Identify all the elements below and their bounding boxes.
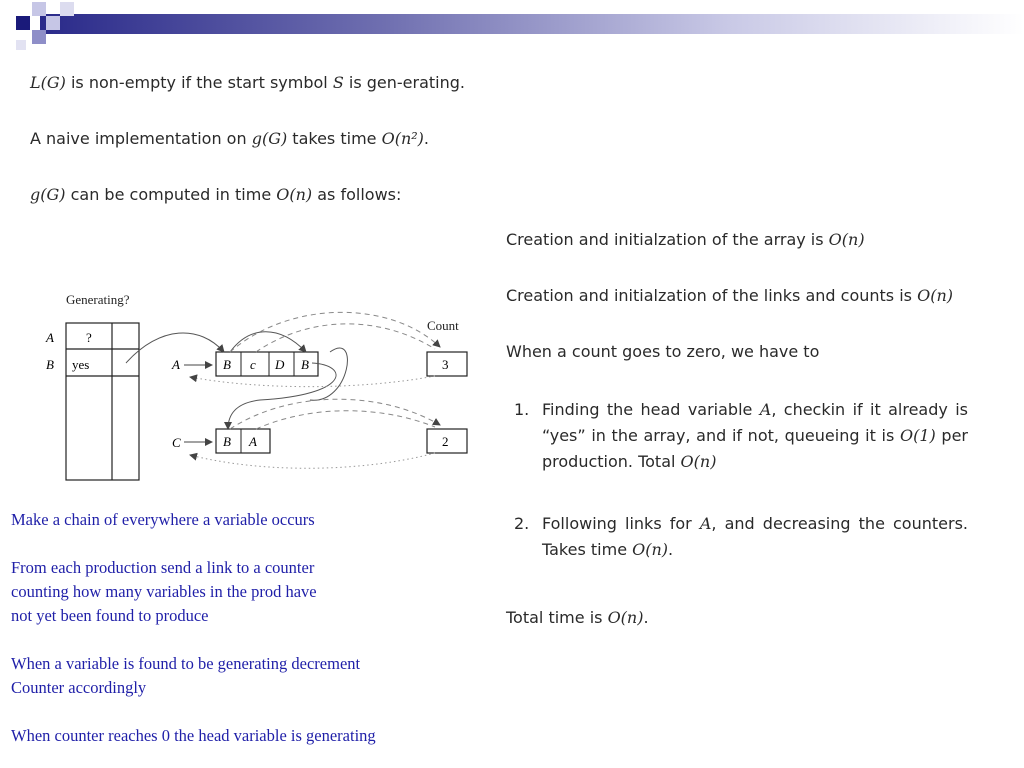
array-value-A: ?: [86, 330, 92, 345]
note-decrement-1: When a variable is found to be generating decrement: [11, 654, 361, 673]
counter-link-C-2: [256, 411, 435, 429]
list-item-1: [514, 397, 968, 475]
header-square-dark: [16, 16, 30, 30]
array-var-B: B: [46, 357, 54, 372]
list-number-2: 2.: [514, 514, 530, 533]
production-C-sym-2: A: [249, 434, 257, 449]
production-head-C: C: [172, 435, 181, 450]
paragraph-array-init: Creation and initialzation of the array is O(n): [506, 230, 865, 249]
paragraph-nonempty: L(G) is non-empty if the start symbol S is gen-erating.: [30, 73, 465, 92]
production-C-sym-1: B: [223, 434, 231, 449]
list-body-2: Following links for A, and decreasing the counters. Takes time O(n).: [542, 514, 968, 559]
math-gG-2: g(G): [30, 185, 66, 204]
notes-block: [11, 508, 481, 748]
note-link-3: not yet been found to produce: [11, 606, 209, 625]
paragraph-naive: A naive implementation on g(G) takes time O(n²).: [30, 129, 429, 148]
list-item-2: [514, 511, 968, 563]
array-value-B: yes: [72, 357, 90, 372]
math-On: O(n): [276, 185, 313, 204]
generating-array: [66, 323, 139, 480]
math-item2-A: A: [699, 514, 712, 533]
note-chain: Make a chain of everywhere a variable occurs: [11, 510, 315, 529]
right-text-block: [506, 227, 968, 631]
math-On2: O(n²): [381, 129, 424, 148]
production-A-sym-2: c: [250, 357, 256, 372]
math-LG: L(G): [30, 73, 66, 92]
note-link-2: counting how many variables in the prod have: [11, 582, 317, 601]
count-value-C: 2: [442, 434, 449, 449]
header-square-mid: [32, 30, 46, 44]
note-decrement-2: Counter accordingly: [11, 678, 147, 697]
paragraph-count-zero: When a count goes to zero, we have to: [506, 342, 820, 361]
math-item2-On: O(n): [632, 540, 669, 559]
left-text-block: [30, 70, 485, 208]
paragraph-total: Total time is O(n).: [506, 608, 649, 627]
math-total-On: O(n): [607, 608, 644, 627]
note-link-1: From each production send a link to a counter: [11, 558, 315, 577]
diagram-title: Generating?: [66, 292, 130, 307]
production-A-sym-1: B: [223, 357, 231, 372]
header-square-light-3: [60, 2, 74, 16]
production-A-sym-3: D: [275, 357, 285, 372]
note-zero: When counter reaches 0 the head variable is generating: [11, 726, 376, 745]
back-link-C: [190, 453, 435, 468]
header-square-light-4: [16, 40, 26, 50]
count-value-A: 3: [442, 357, 449, 372]
array-var-A: A: [46, 330, 54, 345]
chain-link-inner: [310, 348, 347, 400]
counter-link-A-2: [256, 324, 435, 352]
math-item1-On: O(n): [680, 452, 717, 471]
back-link-A: [190, 376, 435, 387]
list-body-1: Finding the head variable A, checkin if it already is “yes” in the array, and if not, queueing it is O(1) per production. Total O(n): [542, 400, 969, 471]
count-label: Count: [427, 318, 459, 333]
header-square-light-1: [32, 2, 46, 16]
counter-link-C-1: [230, 399, 440, 429]
header-gradient-bar: [40, 14, 1024, 34]
header-square-light-2: [46, 16, 60, 30]
math-links-On: O(n): [917, 286, 953, 305]
production-A-sym-4: B: [301, 357, 309, 372]
math-array-On: O(n): [828, 230, 865, 249]
paragraph-links-init: Creation and initialzation of the links and counts is O(n): [506, 286, 953, 305]
math-item1-O1: O(1): [899, 426, 936, 445]
production-head-A: A: [172, 357, 180, 372]
math-gG: g(G): [251, 129, 288, 148]
chain-link-B-to-B: [230, 332, 306, 352]
generating-diagram: [30, 285, 490, 500]
list-number-1: 1.: [514, 400, 530, 419]
paragraph-computed: g(G) can be computed in time O(n) as follows:: [30, 185, 402, 204]
math-S: S: [332, 73, 344, 92]
math-item1-A: A: [759, 400, 772, 419]
